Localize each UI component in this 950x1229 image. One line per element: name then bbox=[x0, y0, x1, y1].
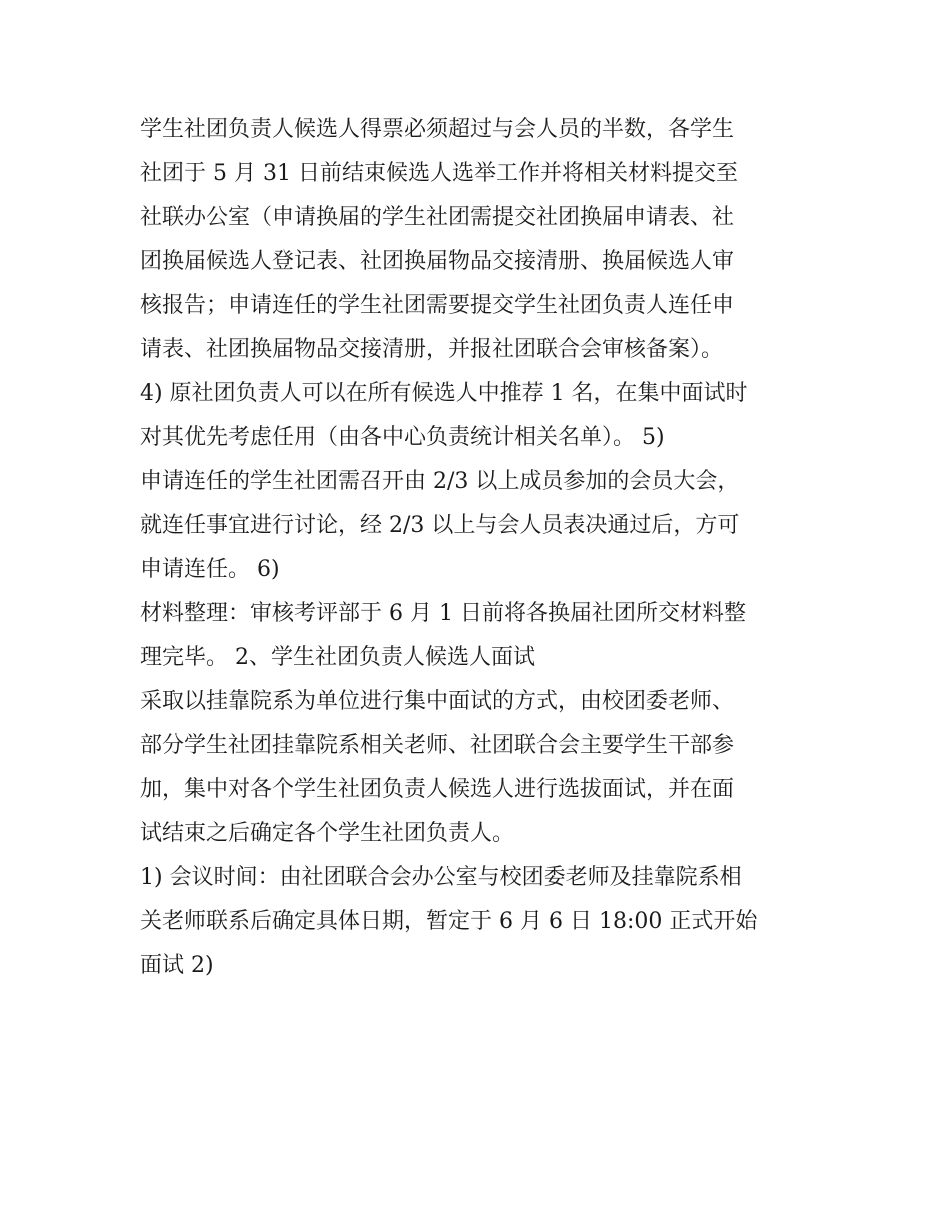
text-line: 1) 会议时间：由社团联合会办公室与校团委老师及挂靠院系相 bbox=[140, 865, 742, 890]
text-line: 社联办公室（申请换届的学生社团需提交社团换届申请表、社 bbox=[140, 205, 735, 230]
text-line: 试结束之后确定各个学生社团负责人。 bbox=[140, 821, 515, 846]
text-line: 关老师联系后确定具体日期，暂定于 6 月 6 日 18:00 正式开始 bbox=[140, 909, 758, 934]
text-line: 学生社团负责人候选人得票必须超过与会人员的半数，各学生 bbox=[140, 117, 735, 142]
text-line: 采取以挂靠院系为单位进行集中面试的方式，由校团委老师、 bbox=[140, 689, 735, 714]
text-line: 请表、社团换届物品交接清册，并报社团联合会审核备案）。 bbox=[140, 337, 724, 362]
text-line: 核报告；申请连任的学生社团需要提交学生社团负责人连任申 bbox=[140, 293, 735, 318]
text-line: 材料整理：审核考评部于 6 月 1 日前将各换届社团所交材料整 bbox=[140, 601, 746, 626]
text-line: 申请连任的学生社团需召开由 2/3 以上成员参加的会员大会， bbox=[140, 469, 740, 494]
text-line: 加，集中对各个学生社团负责人候选人进行选拔面试，并在面 bbox=[140, 777, 735, 802]
text-line: 部分学生社团挂靠院系相关老师、社团联合会主要学生干部参 bbox=[140, 733, 735, 758]
text-line: 面试 2) bbox=[140, 953, 214, 978]
text-line: 申请连任。 6) bbox=[140, 557, 280, 582]
text-line: 对其优先考虑任用（由各中心负责统计相关名单）。 5) bbox=[140, 425, 665, 450]
text-line: 就连任事宜进行讨论，经 2/3 以上与会人员表决通过后，方可 bbox=[140, 513, 740, 538]
text-line: 4) 原社团负责人可以在所有候选人中推荐 1 名，在集中面试时 bbox=[140, 381, 748, 406]
body-text bbox=[140, 108, 830, 988]
text-line: 团换届候选人登记表、社团换届物品交接清册、换届候选人审 bbox=[140, 249, 735, 274]
text-line: 社团于 5 月 31 日前结束候选人选举工作并将相关材料提交至 bbox=[140, 161, 738, 186]
text-line: 理完毕。 2、学生社团负责人候选人面试 bbox=[140, 645, 535, 670]
